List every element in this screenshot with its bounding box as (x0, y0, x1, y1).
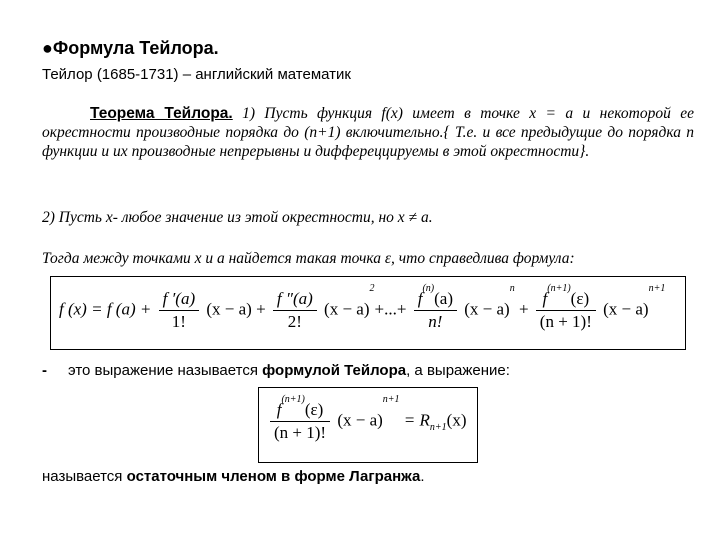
term3-f: f (417, 289, 423, 308)
remainder-fraction (270, 394, 330, 443)
term1-num: f ′(a) (159, 289, 200, 311)
term3-num (414, 283, 457, 311)
closing-text (42, 468, 425, 485)
theorem-part2: 2) Пусть x- любое значение из этой окрестности, но x ≠ a. (42, 209, 433, 226)
bullet: ● (42, 38, 53, 58)
closing-before: называется (42, 468, 127, 485)
theorem-part1 (42, 104, 694, 161)
remainder-formula (267, 394, 467, 443)
term1-tail: (x − a) + (206, 299, 266, 319)
remainder-sub: n+1 (429, 421, 447, 433)
remainder-x: (x) (446, 410, 467, 430)
term4-f: f (542, 289, 548, 308)
term3-tail: (x − a) (464, 299, 510, 319)
term4-num (536, 283, 596, 311)
dash: - (42, 362, 47, 379)
remainder-tail: (x − a) (337, 410, 383, 430)
term2-power: 2 (369, 283, 375, 294)
theorem-label: Теорема Тейлора. (90, 105, 233, 122)
formula-lhs: f (x) = f (a) + (59, 299, 152, 319)
remainder-num (270, 394, 330, 422)
term3-sup: (n) (422, 283, 435, 294)
term4-fraction (536, 283, 596, 332)
term2-den: 2! (287, 312, 302, 331)
term4-sup: (n+1) (547, 283, 571, 294)
term3-arg: (a) (434, 289, 453, 308)
term4-tail: (x − a) (603, 299, 649, 319)
middle-bold: формулой Тейлора (262, 362, 407, 379)
term4-den: (n + 1)! (539, 312, 592, 331)
term3-fraction (414, 283, 457, 332)
page-title (42, 38, 219, 59)
closing-bold: остаточным членом в форме Лагранжа (126, 468, 421, 485)
term4-power: n+1 (648, 283, 666, 294)
middle-text (42, 362, 510, 379)
term3-den: n! (428, 312, 443, 331)
closing-after: . (420, 468, 425, 485)
title-text: Формула Тейлора. (52, 38, 219, 58)
remainder-arg: (ε) (304, 400, 324, 419)
term2-tail: (x − a) (324, 299, 370, 319)
term1-fraction (159, 289, 200, 332)
middle-before: это выражение называется (68, 362, 263, 379)
theorem-text: 1) Пусть функция f(x) имеет в точке x = a и некоторой ее окрестности производные порядка до (n+1) включительно.{ Т.е. и все предыдущие до порядка n функции и их производные непрерывны и диффереццируемы в этой окрестности}. (42, 105, 694, 160)
middle-after: , а выражение: (406, 362, 510, 379)
term3-power: n (509, 283, 515, 294)
plus: + (518, 299, 529, 319)
theorem-part3: Тогда между точками x и a найдется такая точка ε, что справедлива формула: (42, 250, 575, 267)
term4-arg: (ε) (570, 289, 590, 308)
remainder-den: (n + 1)! (274, 423, 327, 442)
term2-fraction (273, 289, 317, 332)
main-formula-box (50, 276, 686, 350)
subtitle: Тейлор (1685-1731) – английский математик (42, 66, 351, 83)
remainder-eq: = R (403, 410, 430, 430)
dots: +...+ (374, 299, 407, 319)
remainder-power: n+1 (382, 394, 400, 405)
remainder-f: f (276, 400, 282, 419)
taylor-formula (59, 283, 666, 332)
term1-den: 1! (171, 312, 186, 331)
remainder-formula-box (258, 387, 478, 463)
remainder-sup: (n+1) (281, 394, 305, 405)
term2-num: f ″(a) (273, 289, 317, 311)
